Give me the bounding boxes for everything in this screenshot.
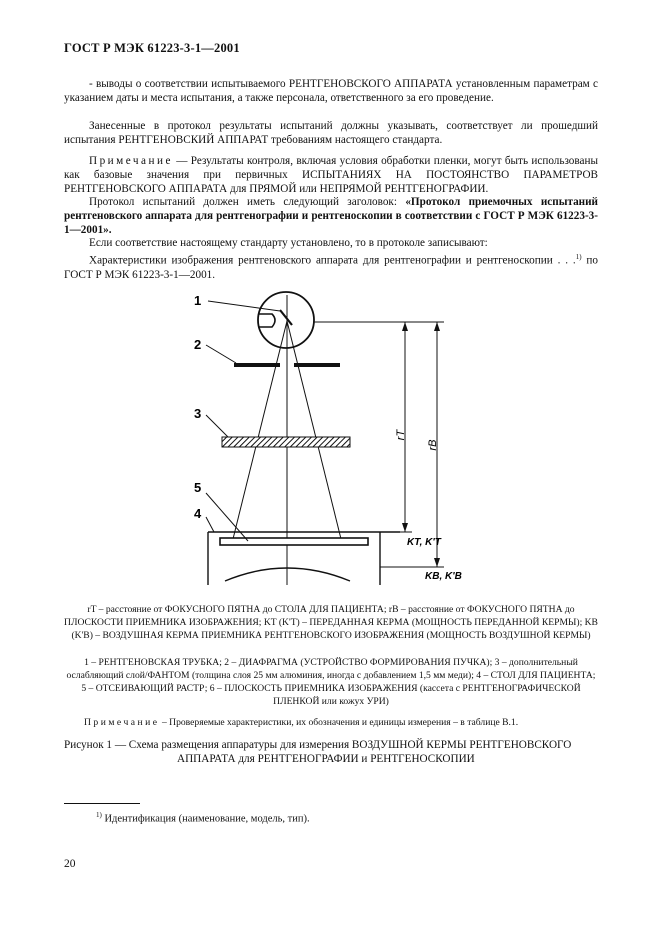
note-block — [64, 154, 598, 196]
caption-note-text: – Проверяемые характеристики, их обозначения и единицы измерения – в таблице В.1. — [159, 717, 519, 728]
figure-title-line1: Рисунок 1 — Схема размещения аппаратуры для измерения ВОЗДУШНОЙ КЕРМЫ РЕНТГЕНОВСКОГО — [64, 739, 572, 751]
label-leaders — [206, 301, 280, 541]
paragraph-results: Занесенные в протокол результаты испытаний должны указывать, соответствует ли прошедший испытания РЕНТГЕНОВСКИЙ АППАРАТ требованиям настоящего стандарта. — [64, 120, 598, 146]
footnote-mark: 1) — [96, 811, 102, 819]
measurement-diagram — [180, 285, 480, 590]
footnote-ref: 1) — [575, 253, 582, 261]
paragraph-conclusions: - выводы о соответствии испытываемого РЕНТГЕНОВСКОГО АППАРАТА установленным параметрам с указанием даты и места испытания, а также персонала, ответственного за его проведение. — [64, 78, 598, 104]
footnote — [96, 811, 310, 825]
paragraph-protocol-title — [64, 195, 598, 237]
anti-scatter-grid — [220, 538, 368, 545]
transmitted-kerma-label: KT, K'T — [407, 537, 441, 548]
label-3: 3 — [194, 406, 202, 421]
caption-legend: 1 – РЕНТГЕНОВСКАЯ ТРУБКА; 2 – ДИАФРАГМА (УСТРОЙСТВО ФОРМИРОВАНИЯ ПУЧКА); 3 – дополнительный ослабляющий слой/ФАНТОМ (толщина слоя 25 мм алюминия, иногда с добавлением 1,5 мм меди); 4 – СТОЛ ДЛЯ ПАЦИЕНТА; 5 – ОТСЕИВАЮЩИЙ РАСТР; 6 – ПЛОСКОСТЬ ПРИЕМНИКА ИЗОБРАЖЕНИЯ (кассета с РЕНТГЕНОГРАФИЧЕСКОЙ ПЛЕНКОЙ или кожух УРИ) — [66, 657, 596, 707]
label-5: 5 — [194, 480, 202, 495]
document-header: ГОСТ Р МЭК 61223-3-1—2001 — [64, 41, 240, 55]
caption-symbols: rT – расстояние от ФОКУСНОГО ПЯТНА до СТОЛА ДЛЯ ПАЦИЕНТА; rB – расстояние от ФОКУСНОГО ПЯТНА до ПЛОСКОСТИ ПРИЕМНИКА ИЗОБРАЖЕНИЯ; KT (K'T) – ПЕРЕДАННАЯ КЕРМА (МОЩНОСТЬ ПЕРЕДАННОЙ КЕРМЫ); KB (K'B) – ВОЗДУШНАЯ КЕРМА ПРИЕМНИКА РЕНТГЕНОВСКОГО ИЗОБРАЖЕНИЯ (МОЩНОСТЬ ВОЗДУШНОЙ КЕРМЫ) — [64, 604, 598, 641]
note-label: Примечание — [89, 155, 173, 167]
footnote-divider — [64, 803, 140, 804]
protocol-intro: Протокол испытаний должен иметь следующий заголовок: — [89, 196, 406, 208]
figure-title — [64, 738, 598, 766]
footnote-text: Идентификация (наименование, модель, тип). — [101, 813, 310, 825]
x-ray-tube — [258, 292, 314, 348]
air-kerma-label: KB, K'B — [425, 571, 462, 582]
distance-rb-label: rB — [427, 439, 439, 451]
figure-title-line2: АППАРАТА для РЕНТГЕНОГРАФИИ и РЕНТГЕНОСКОПИИ — [177, 753, 475, 765]
label-2: 2 — [194, 337, 202, 352]
label-4: 4 — [194, 506, 202, 521]
characteristics-text: Характеристики изображения рентгеновского аппарата для рентгенографии и рентгеноскопии . . . — [89, 254, 576, 267]
attenuating-phantom — [222, 437, 350, 447]
note-text: — Результаты контроля, включая условия обработки пленки, могут быть использованы как базовые значения при первичных ИСПЫТАНИЯХ НА ПОСТОЯНСТВО ПАРАМЕТРОВ РЕНТГЕНОВСКОГО АППАРАТА для ПРЯМОЙ или НЕПРЯМОЙ РЕНТГЕНОГРАФИИ. — [64, 155, 598, 195]
paragraph-compliance: Если соответствие настоящему стандарту установлено, то в протоколе записывают: — [89, 237, 488, 249]
characteristics-end: по ГОСТ Р МЭК 61223-3-1—2001. — [64, 254, 598, 281]
page-number: 20 — [64, 858, 76, 870]
distance-rt-label: rT — [395, 429, 407, 441]
caption-note — [64, 716, 598, 729]
protocol-title: «Протокол приемочных испытаний рентгеновского аппарата для рентгенографии и рентгеноскопии в соответствии с ГОСТ Р МЭК 61223-3-1—2001». — [64, 196, 599, 236]
paragraph-characteristics — [64, 250, 598, 282]
caption-note-label: Примечание — [84, 717, 160, 728]
label-1: 1 — [194, 293, 202, 308]
